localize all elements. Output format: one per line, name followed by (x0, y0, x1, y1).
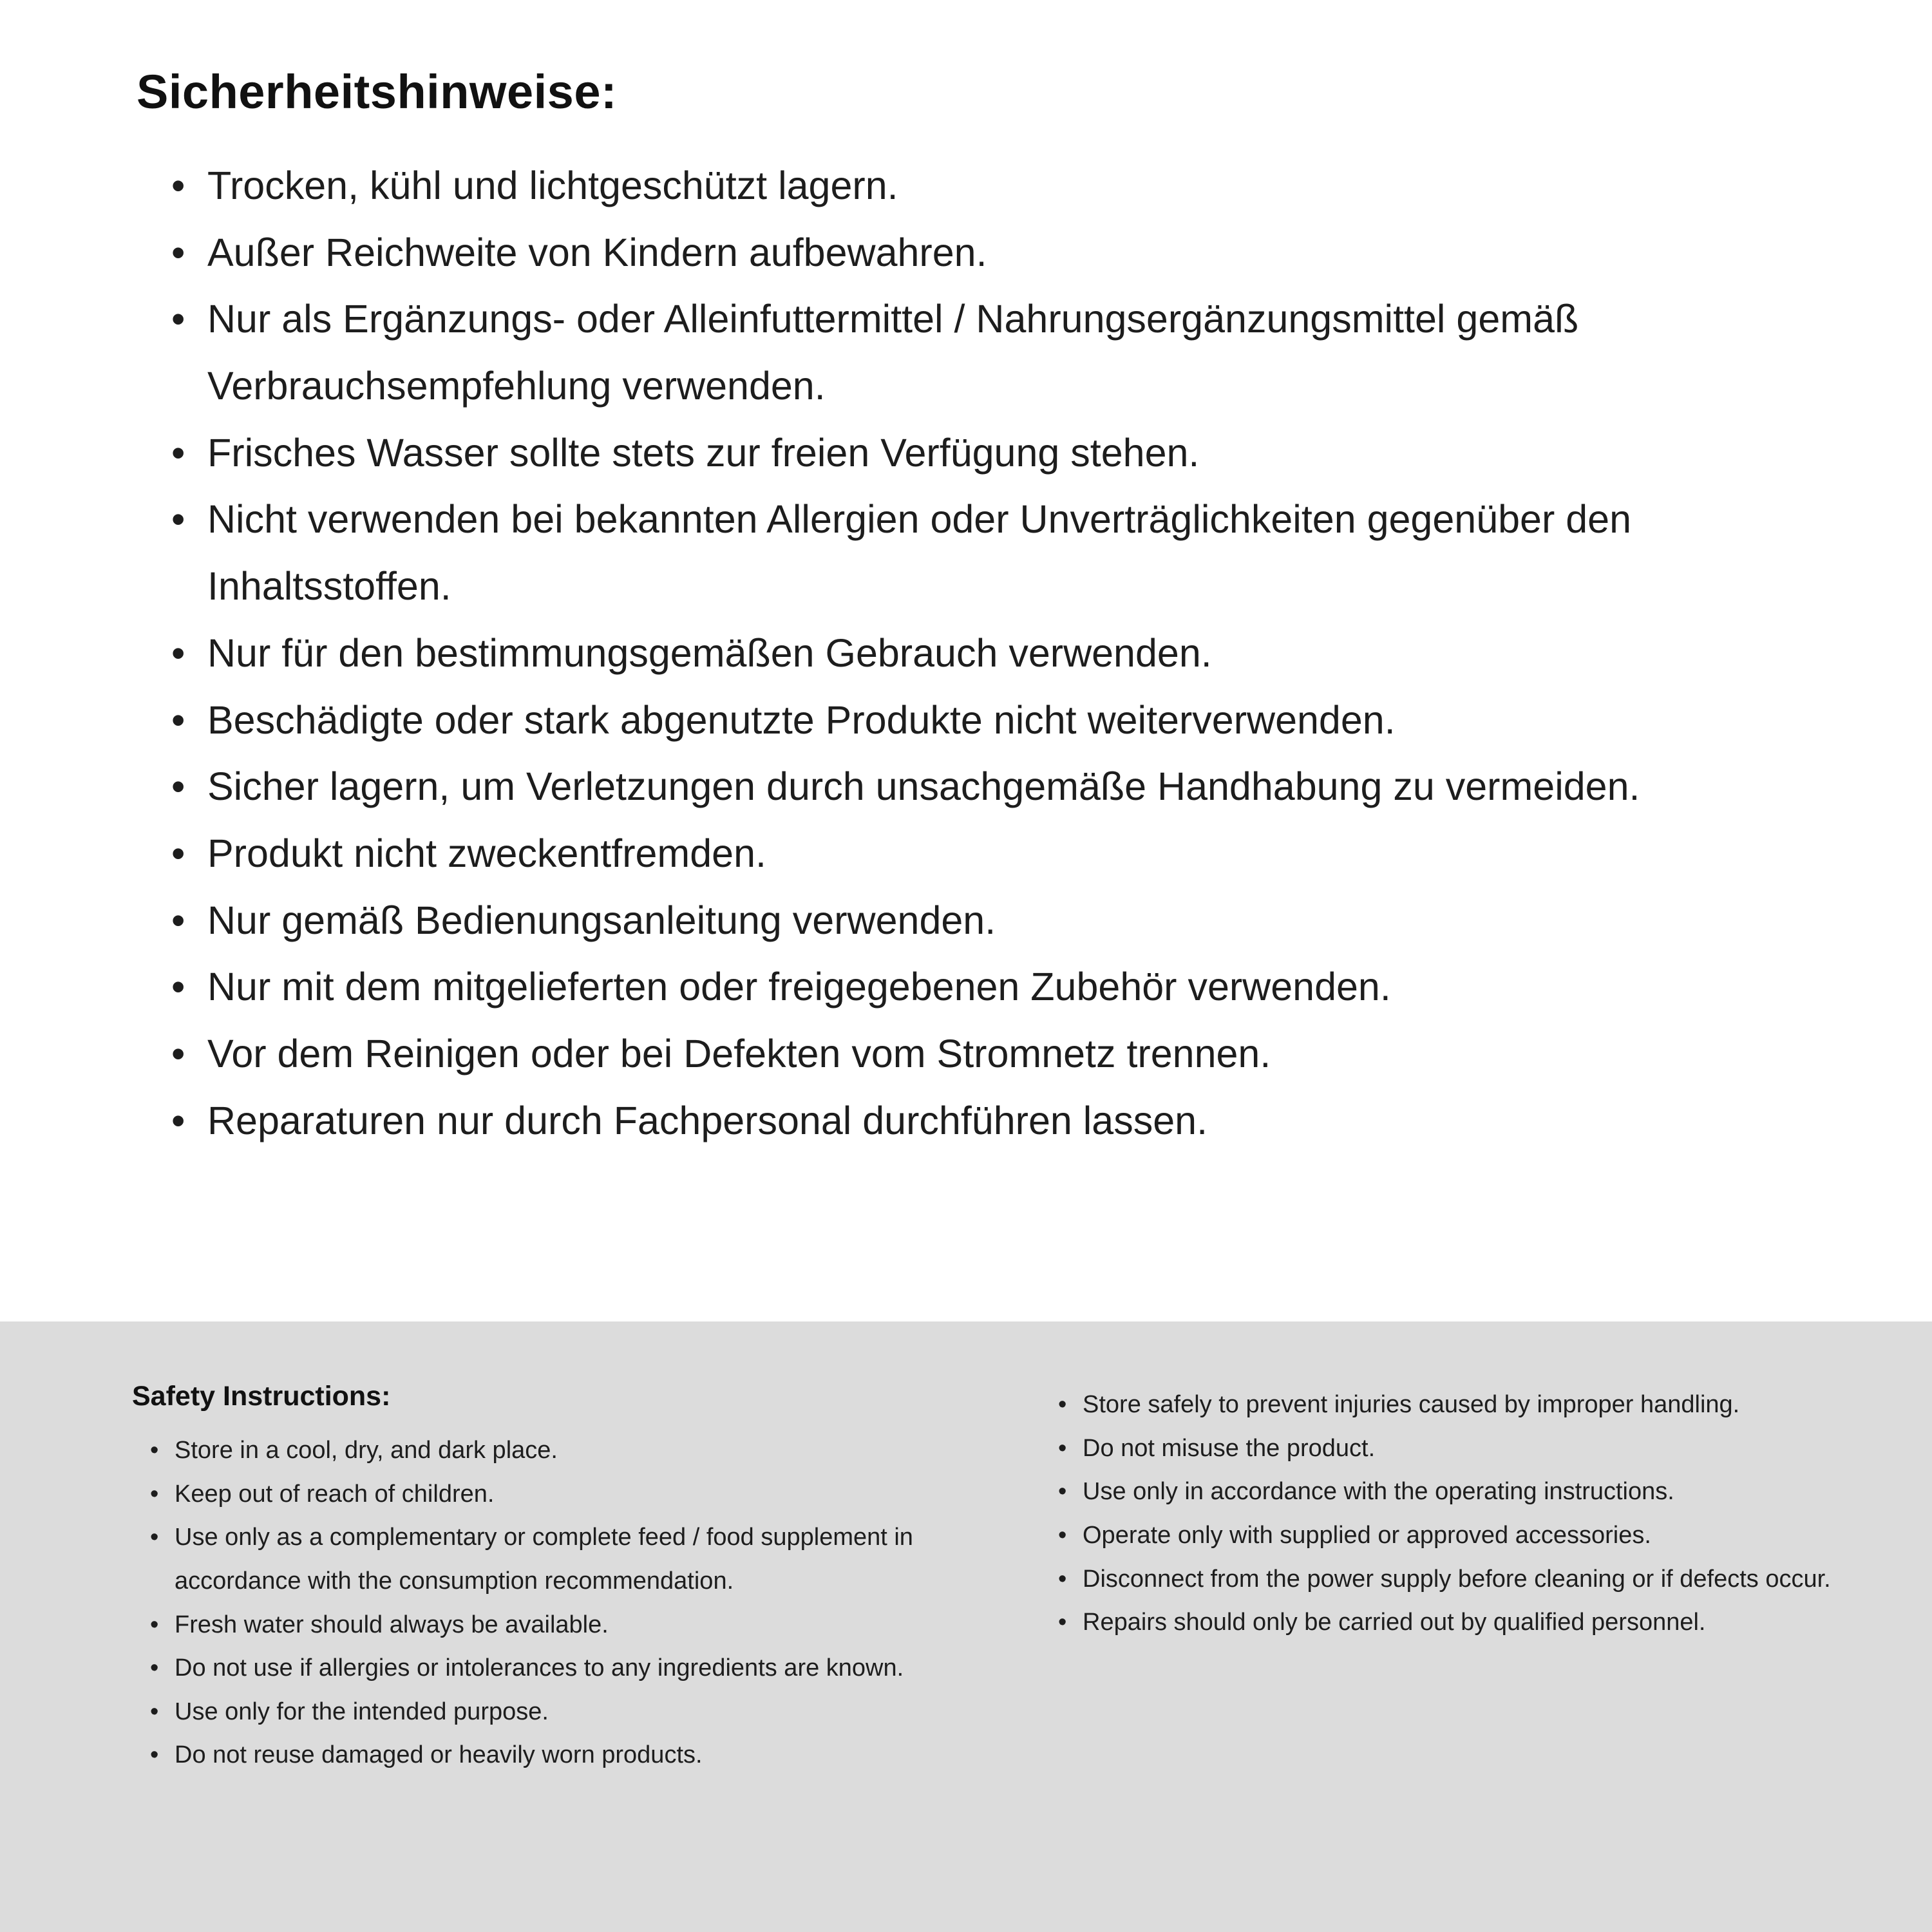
list-item (171, 753, 1816, 820)
list-item (1058, 1383, 1835, 1427)
list-item (1058, 1514, 1835, 1558)
list-item (171, 153, 1816, 220)
list-item-text: Repairs should only be carried out by qualified personnel. (1083, 1609, 1706, 1636)
list-item (150, 1734, 982, 1777)
list-item-text: Keep out of reach of children. (175, 1480, 495, 1508)
list-item (171, 286, 1816, 419)
bullet-marker: • (150, 1698, 159, 1725)
list-item-text: Trocken, kühl und lichtgeschützt lagern. (207, 164, 898, 207)
list-item (1058, 1601, 1835, 1645)
german-title: Sicherheitshinweise: (137, 65, 618, 118)
bullet-marker: • (171, 831, 185, 875)
list-item (150, 1604, 982, 1647)
list-item-text: Store safely to prevent injuries caused by improper handling. (1083, 1391, 1740, 1418)
list-item-text: Do not reuse damaged or heavily worn products. (175, 1741, 703, 1769)
bullet-marker: • (150, 1524, 159, 1551)
list-item (150, 1473, 982, 1517)
bullet-marker: • (171, 630, 185, 675)
list-item-text: Store in a cool, dry, and dark place. (175, 1437, 558, 1464)
list-item-text: Nur mit dem mitgelieferten oder freigegebenen Zubehör verwenden. (207, 965, 1391, 1009)
english-left-list (132, 1429, 982, 1777)
bullet-marker: • (1058, 1565, 1067, 1593)
list-item (1058, 1427, 1835, 1471)
english-right-list (1040, 1383, 1835, 1645)
list-item (1058, 1558, 1835, 1602)
list-item-text: Fresh water should always be available. (175, 1611, 609, 1638)
german-list (137, 153, 1816, 1154)
list-item-text: Disconnect from the power supply before cleaning or if defects occur. (1083, 1565, 1831, 1593)
list-item-text: Do not misuse the product. (1083, 1434, 1376, 1462)
bullet-marker: • (171, 297, 185, 341)
bullet-marker: • (150, 1480, 159, 1508)
list-item-text: Nur für den bestimmungsgemäßen Gebrauch verwenden. (207, 630, 1212, 675)
bullet-marker: • (1058, 1478, 1067, 1506)
bullet-marker: • (1058, 1609, 1067, 1636)
english-section (0, 1321, 1932, 1932)
bullet-marker: • (171, 497, 185, 542)
bullet-marker: • (171, 697, 185, 742)
bullet-marker: • (171, 764, 185, 809)
english-right-column (1040, 1381, 1835, 1645)
list-item-text: Operate only with supplied or approved accessories. (1083, 1521, 1651, 1549)
list-item (171, 820, 1816, 887)
list-item-text: Sicher lagern, um Verletzungen durch unsachgemäße Handhabung zu vermeiden. (207, 764, 1640, 809)
bullet-marker: • (150, 1611, 159, 1638)
list-item-text: Nur gemäß Bedienungsanleitung verwenden. (207, 898, 996, 942)
list-item (171, 486, 1816, 620)
list-item-text: Reparaturen nur durch Fachpersonal durchführen lassen. (207, 1098, 1208, 1142)
list-item (150, 1429, 982, 1473)
list-item-text: Außer Reichweite von Kindern aufbewahren. (207, 230, 987, 274)
list-item (171, 220, 1816, 287)
bullet-marker: • (150, 1437, 159, 1464)
list-item (171, 1088, 1816, 1155)
bullet-marker: • (171, 898, 185, 942)
bullet-marker: • (171, 230, 185, 274)
bullet-marker: • (171, 1031, 185, 1075)
english-left-column (132, 1381, 982, 1777)
list-item (171, 620, 1816, 687)
list-item (171, 887, 1816, 954)
list-item-text: Nur als Ergänzungs- oder Alleinfuttermittel / Nahrungsergänzungsmittel gemäß Verbrauchsempfehlung verwenden. (207, 297, 1579, 408)
bullet-marker: • (150, 1654, 159, 1682)
bullet-marker: • (171, 164, 185, 207)
bullet-marker: • (1058, 1521, 1067, 1549)
bullet-marker: • (171, 430, 185, 475)
list-item-text: Frisches Wasser sollte stets zur freien Verfügung stehen. (207, 430, 1200, 475)
list-item (171, 1021, 1816, 1088)
list-item (150, 1647, 982, 1690)
list-item (171, 420, 1816, 487)
bullet-marker: • (1058, 1434, 1067, 1462)
bullet-marker: • (171, 965, 185, 1009)
list-item-text: Produkt nicht zweckentfremden. (207, 831, 766, 875)
list-item-text: Use only as a complementary or complete feed / food supplement in accordance with the consumption recommendation. (175, 1524, 913, 1595)
list-item-text: Use only in accordance with the operating instructions. (1083, 1478, 1674, 1506)
bullet-marker: • (150, 1741, 159, 1769)
bullet-marker: • (1058, 1391, 1067, 1418)
list-item-text: Use only for the intended purpose. (175, 1698, 549, 1725)
list-item-text: Nicht verwenden bei bekannten Allergien oder Unverträglichkeiten gegenüber den Inhaltsstoffen. (207, 497, 1632, 609)
english-title: Safety Instructions: (132, 1381, 391, 1412)
list-item-text: Beschädigte oder stark abgenutzte Produkte nicht weiterverwenden. (207, 697, 1396, 742)
list-item (150, 1690, 982, 1734)
list-item (150, 1516, 982, 1603)
list-item (171, 687, 1816, 754)
list-item (1058, 1470, 1835, 1514)
list-item-text: Vor dem Reinigen oder bei Defekten vom Stromnetz trennen. (207, 1031, 1271, 1075)
list-item-text: Do not use if allergies or intolerances to any ingredients are known. (175, 1654, 904, 1682)
bullet-marker: • (171, 1098, 185, 1142)
list-item (171, 954, 1816, 1021)
